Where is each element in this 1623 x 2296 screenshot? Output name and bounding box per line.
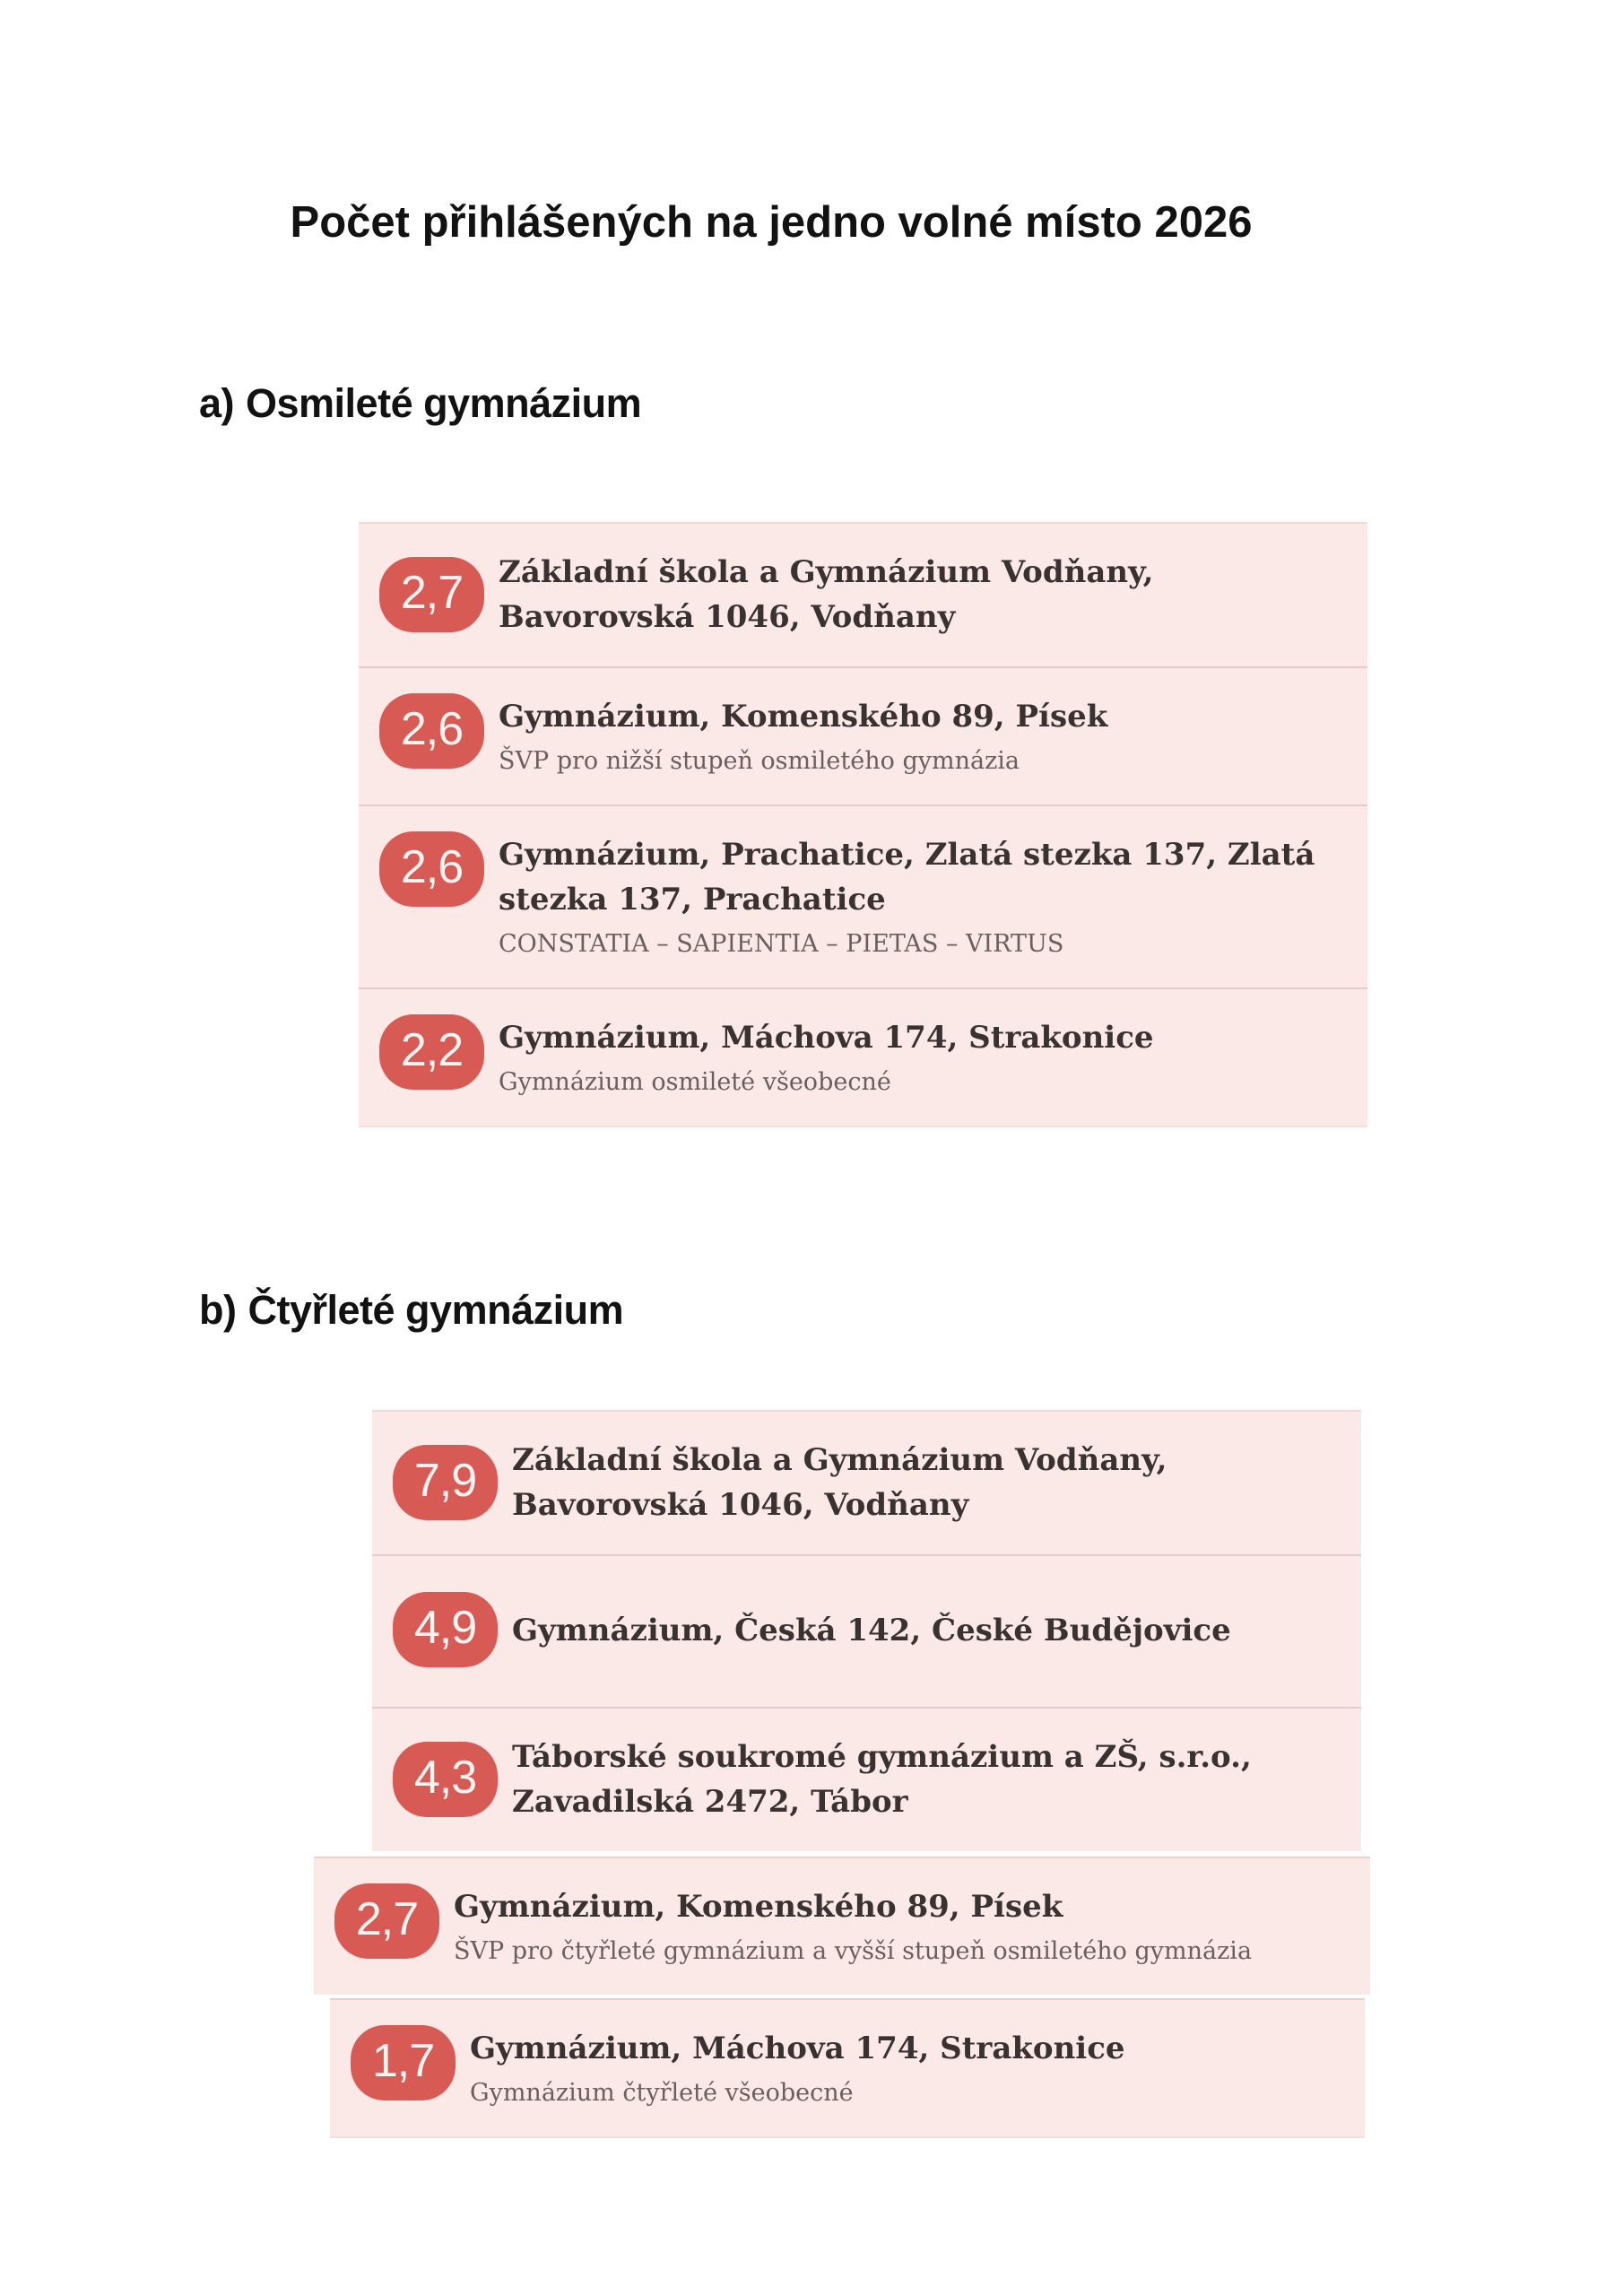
school-row xyxy=(314,1857,1370,1995)
applicants-per-seat-badge: 2,6 xyxy=(379,831,484,907)
section-heading xyxy=(199,1286,1623,1335)
applicants-per-seat-badge: 1,7 xyxy=(351,2025,456,2100)
school-row xyxy=(359,522,1367,666)
school-name: Základní škola a Gymnázium Vodňany, Bavorovská 1046, Vodňany xyxy=(512,1442,1167,1524)
sections-container xyxy=(0,379,1623,2138)
school-name: Gymnázium, Komenského 89, Písek xyxy=(454,1889,1063,1926)
applicants-per-seat-badge: 2,6 xyxy=(379,693,484,769)
school-info xyxy=(512,1437,1339,1527)
school-row xyxy=(359,804,1367,987)
school-subtitle: ŠVP pro nižší stupeň osmiletého gymnázia xyxy=(499,747,1020,776)
section-label: a) xyxy=(199,380,235,427)
school-subtitle: ŠVP pro čtyřleté gymnázium a vyšší stupeň osmiletého gymnázia xyxy=(454,1937,1253,1966)
school-row xyxy=(330,1998,1365,2138)
school-info xyxy=(499,549,1345,639)
school-row xyxy=(372,1707,1361,1851)
school-list xyxy=(0,1410,1623,2138)
applicants-per-seat-badge: 2,2 xyxy=(379,1014,484,1090)
applicants-per-seat-badge: 2,7 xyxy=(334,1883,439,1959)
section xyxy=(0,1286,1623,2138)
applicants-per-seat-badge: 2,7 xyxy=(379,557,484,632)
school-list xyxy=(0,522,1623,1127)
school-name: Gymnázium, Komenského 89, Písek xyxy=(499,699,1108,735)
school-info xyxy=(454,1883,1252,1968)
school-info xyxy=(499,831,1345,961)
applicants-per-seat-badge: 7,9 xyxy=(393,1445,498,1520)
section-name: Osmileté gymnázium xyxy=(246,380,642,427)
school-subtitle: Gymnázium čtyřleté všeobecné xyxy=(470,2079,854,2108)
school-subtitle: Gymnázium osmileté všeobecné xyxy=(499,1068,891,1097)
document-title: Počet přihlášených na jedno volné místo 2026 xyxy=(290,198,1253,247)
section-label: b) xyxy=(199,1287,237,1334)
school-row xyxy=(359,987,1367,1127)
school-name: Gymnázium, Prachatice, Zlatá stezka 137, Zlatá stezka 137, Prachatice xyxy=(499,837,1315,918)
section-heading xyxy=(199,379,1623,428)
school-name: Gymnázium, Máchova 174, Strakonice xyxy=(470,2031,1125,2067)
school-info xyxy=(512,1734,1339,1824)
section-name: Čtyřleté gymnázium xyxy=(247,1287,624,1334)
applicants-per-seat-badge: 4,9 xyxy=(393,1592,498,1667)
applicants-per-seat-badge: 4,3 xyxy=(393,1742,498,1817)
school-info xyxy=(499,693,1107,778)
school-info xyxy=(499,1014,1154,1099)
school-name: Gymnázium, Máchova 174, Strakonice xyxy=(499,1020,1154,1057)
school-row xyxy=(372,1410,1361,1554)
section xyxy=(0,379,1623,1127)
school-row xyxy=(372,1554,1361,1707)
school-name: Gymnázium, Česká 142, České Budějovice xyxy=(512,1612,1231,1648)
school-info xyxy=(512,1607,1231,1653)
school-name: Základní škola a Gymnázium Vodňany, Bavorovská 1046, Vodňany xyxy=(499,554,1154,636)
school-name: Táborské soukromé gymnázium a ZŠ, s.r.o., Zavadilská 2472, Tábor xyxy=(512,1739,1252,1821)
school-subtitle: CONSTATIA – SAPIENTIA – PIETAS – VIRTUS xyxy=(499,930,1064,959)
school-info xyxy=(470,2025,1125,2109)
school-row xyxy=(359,666,1367,804)
